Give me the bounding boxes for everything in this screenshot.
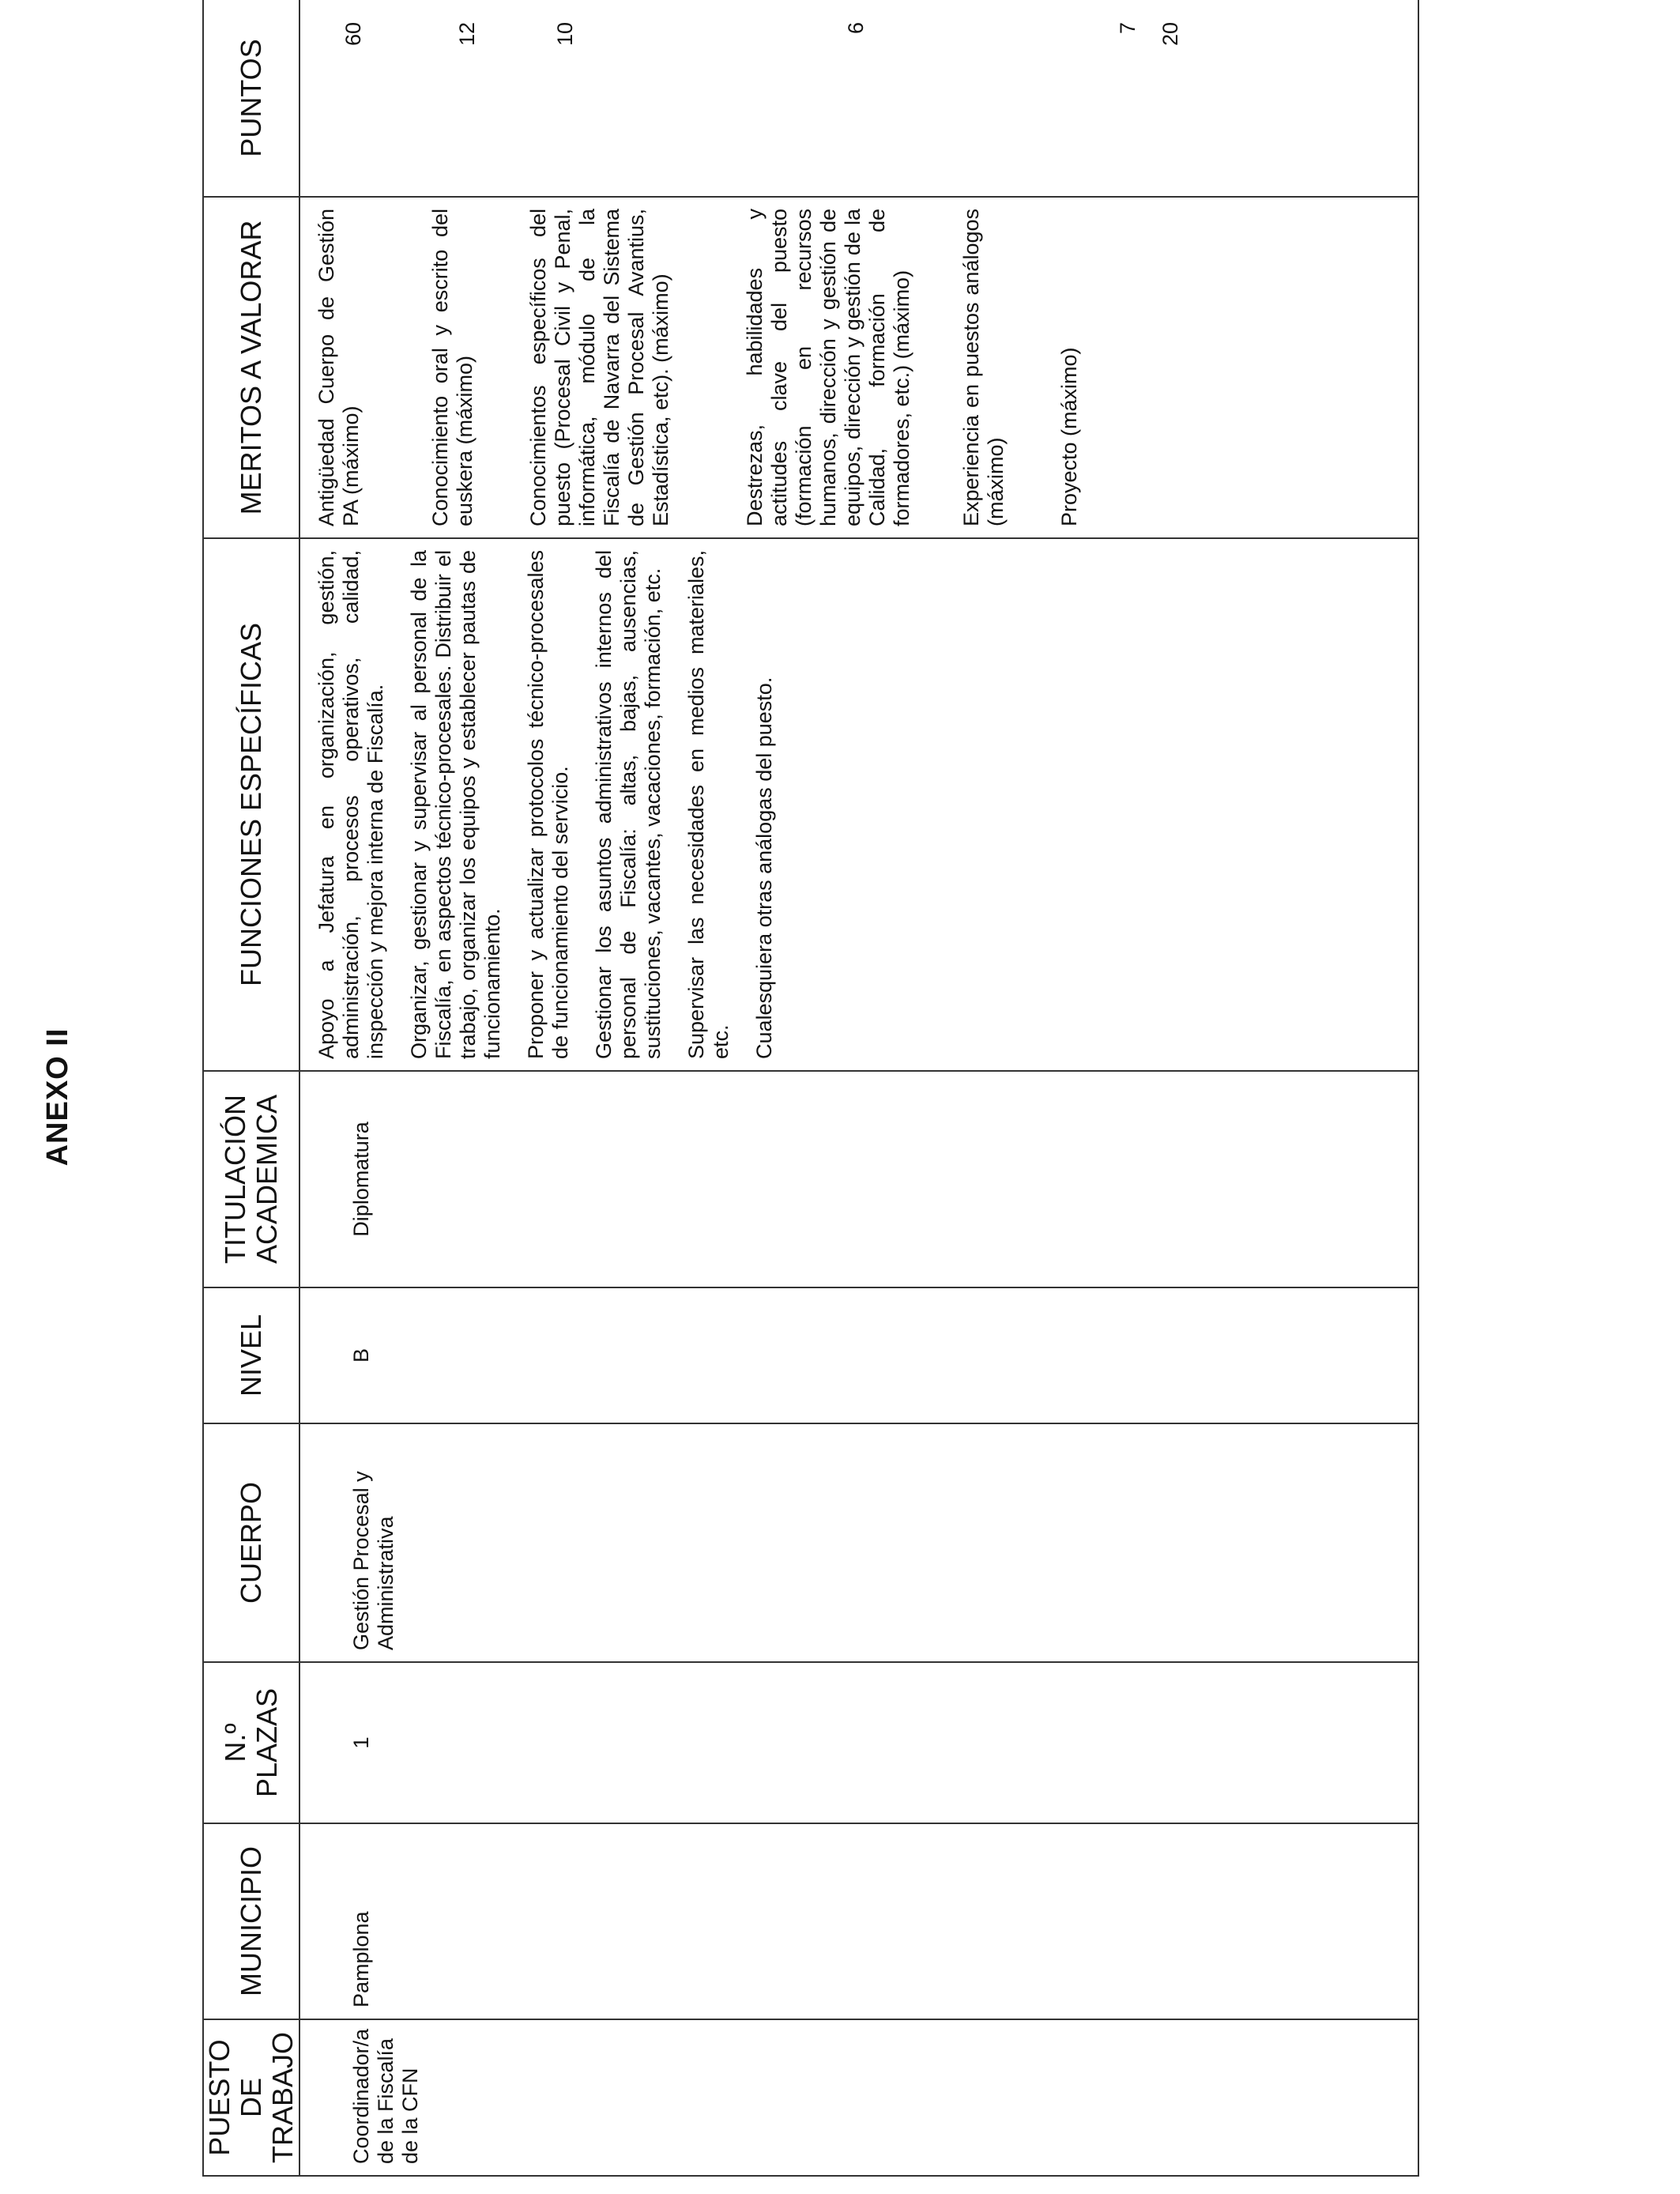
cell-plazas: 1 — [299, 1662, 1418, 1823]
puntos-value: 12 — [455, 22, 479, 47]
cell-cuerpo: Gestión Procesal y Administrativa — [299, 1423, 1418, 1662]
anexo-table — [202, 0, 1419, 2177]
header-municipio: MUNICIPIO — [203, 1823, 299, 2019]
header-row — [203, 0, 299, 2176]
puntos-value: 6 — [844, 22, 868, 35]
header-nivel: NIVEL — [203, 1287, 299, 1423]
puntos-value: 20 — [1158, 22, 1182, 47]
document-title: ANEXO II — [41, 1027, 74, 1167]
funcion-item: Apoyo a Jefatura en organización, gestión, administración, procesos operativos, calidad, inspección y mejora interna de Fiscalía. — [315, 550, 387, 1059]
merito-item: Conocimientos específicos del puesto (Procesal Civil y Penal, informática, módulo de la Fiscalía de Navarra del Sistema de Gestión Procesal Avantius, Estadística, etc). (máximo) — [526, 209, 672, 526]
cell-nivel: B — [299, 1287, 1418, 1423]
header-funciones: FUNCIONES ESPECÍFICAS — [203, 538, 299, 1071]
merito-item: Experiencia en puestos análogos (máximo) — [959, 209, 1008, 526]
header-puntos: PUNTOS — [203, 0, 299, 197]
merito-item: Destrezas, habilidades y actitudes clave del puesto (formación en recursos humanos, dirección y gestión de equipos, dirección y gestión de la Calidad, formación de formadores, etc.) (máximo) — [743, 209, 913, 526]
funcion-item: Cualesquiera otras análogas del puesto. — [752, 677, 776, 1059]
header-cuerpo: CUERPO — [203, 1423, 299, 1662]
cell-puesto: Coordinador/a de la Fiscalía de la CFN — [299, 2019, 1418, 2176]
cell-titulacion: Diplomatura — [299, 1071, 1418, 1287]
header-plazas: N.º PLAZAS — [203, 1662, 299, 1823]
merito-item: Conocimiento oral y escrito del euskera (máximo) — [428, 209, 477, 526]
cell-municipio: Pamplona — [299, 1823, 1418, 2019]
header-puesto: PUESTO DE TRABAJO — [203, 2019, 299, 2176]
puntos-value: 7 — [1116, 22, 1139, 35]
cell-meritos — [299, 197, 1418, 538]
header-meritos: MERITOS A VALORAR — [203, 197, 299, 538]
funcion-item: Proponer y actualizar protocolos técnico-procesales de funcionamiento del servicio. — [524, 550, 572, 1059]
header-titulacion: TITULACIÓN ACADEMICA — [203, 1071, 299, 1287]
cell-funciones — [299, 538, 1418, 1071]
table-row — [299, 0, 1418, 2176]
funcion-item: Organizar, gestionar y supervisar al personal de la Fiscalía, en aspectos técnico-procesales. Distribuir el trabajo, organizar los equipos y establecer pautas de funcionamiento. — [407, 550, 504, 1059]
funcion-item: Gestionar los asuntos administrativos internos del personal de Fiscalía: altas, bajas, ausencias, sustituciones, vacantes, vacaciones, formación, etc. — [592, 550, 665, 1059]
puntos-value: 10 — [553, 22, 577, 47]
cell-puntos — [299, 0, 1418, 197]
merito-item: Antigüedad Cuerpo de Gestión PA (máximo) — [315, 209, 363, 526]
puntos-value: 60 — [341, 22, 365, 47]
funcion-item: Supervisar las necesidades en medios materiales, etc. — [684, 550, 733, 1059]
merito-item: Proyecto (máximo) — [1057, 347, 1081, 526]
